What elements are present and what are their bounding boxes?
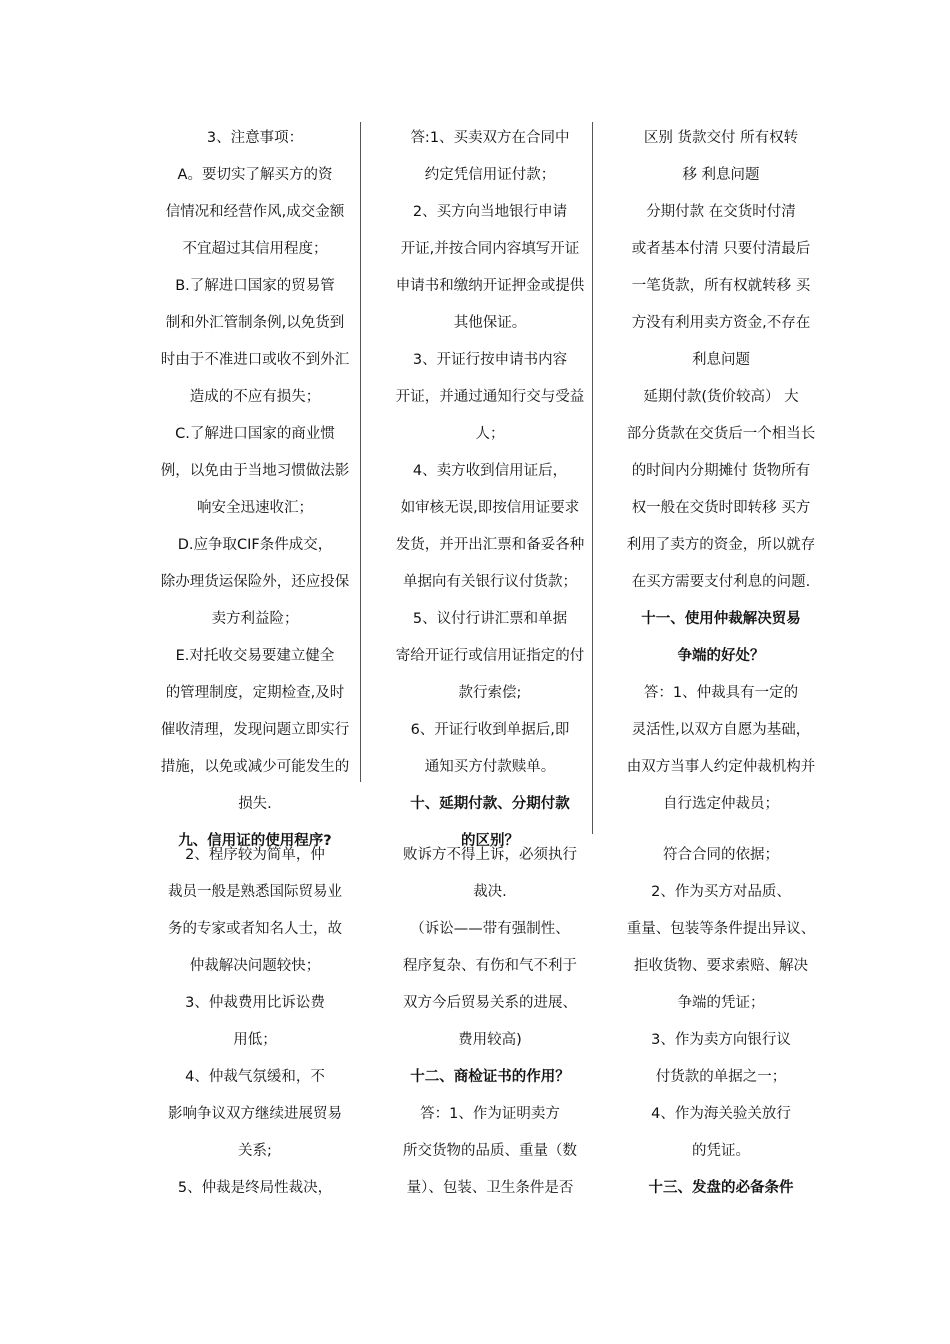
- text-line: 自行选定仲裁员；: [663, 796, 779, 812]
- text-line: 3、注意事项：: [206, 130, 304, 146]
- text-line: 3、作为卖方向银行议: [651, 1032, 791, 1048]
- text-line: 符合合同的依据；: [663, 847, 779, 863]
- section-heading: 十三、发盘的必备条件: [648, 1180, 794, 1196]
- text-line: 4、仲裁气氛缓和，不: [185, 1069, 325, 1085]
- text-line: 申请书和缴纳开证押金或提供: [395, 278, 585, 294]
- text-line: 人；: [475, 426, 505, 442]
- text-line: 移 利息问题: [682, 167, 760, 183]
- text-line: 损失.: [238, 796, 272, 812]
- lower-column-1: [138, 837, 372, 1207]
- text-line: 约定凭信用证付款；: [424, 167, 556, 183]
- text-line: 用低；: [233, 1032, 277, 1048]
- text-line: B.了解进口国家的贸易管: [175, 278, 335, 294]
- text-line: 不宜超过其信用程度；: [182, 241, 328, 257]
- text-line: （诉讼——带有强制性、: [410, 921, 570, 937]
- text-line: 灵活性,以双方自愿为基础，: [631, 722, 811, 738]
- section-heading: 十二、商检证书的作用？: [410, 1069, 570, 1085]
- lower-column-2: [376, 837, 604, 1207]
- text-line: 制和外汇管制条例,以免货到: [165, 315, 345, 331]
- text-line: 的时间内分期摊付 货物所有: [631, 463, 811, 479]
- text-line: 3、开证行按申请书内容: [412, 352, 568, 368]
- text-line: 利用了卖方的资金，所以就存: [626, 537, 816, 553]
- text-line: 3、仲裁费用比诉讼费: [185, 995, 325, 1011]
- text-line: 信情况和经营作风,成交金额: [165, 204, 345, 220]
- text-line: 寄给开证行或信用证指定的付: [395, 648, 585, 664]
- text-line: 开证，并通过通知行交与受益: [395, 389, 585, 405]
- text-line: 重量、包装等条件提出异议、: [626, 921, 816, 937]
- text-line: 除办理货运保险外，还应投保: [160, 574, 350, 590]
- text-line: 区别 货款交付 所有权转: [643, 130, 799, 146]
- text-line: 4、卖方收到信用证后，: [412, 463, 568, 479]
- text-line: 延期付款(货价较高） 大: [643, 389, 799, 405]
- text-line: 时由于不准进口或收不到外汇: [160, 352, 350, 368]
- text-line: 造成的不应有损失；: [189, 389, 321, 405]
- text-line: 分期付款 在交货时付清: [646, 204, 796, 220]
- lower-column-3: [606, 837, 836, 1207]
- text-line: 5、仲裁是终局性裁决，: [177, 1180, 333, 1196]
- section-heading: 争端的好处？: [677, 648, 765, 664]
- text-line: 方没有利用卖方资金,不存在: [631, 315, 811, 331]
- upper-column-2: [376, 120, 604, 860]
- text-line: C.了解进口国家的商业惯: [175, 426, 335, 442]
- text-line: 务的专家或者知名人士，故: [168, 921, 342, 937]
- text-line: 利息问题: [692, 352, 750, 368]
- text-line: 卖方利益险；: [211, 611, 299, 627]
- text-line: 6、开证行收到单据后,即: [410, 722, 570, 738]
- text-line: 裁决.: [473, 884, 507, 900]
- text-line: 2、作为买方对品质、: [651, 884, 791, 900]
- text-line: 的凭证。: [692, 1143, 750, 1159]
- text-line: E.对托收交易要建立健全: [175, 648, 335, 664]
- text-line: 影响争议双方继续进展贸易: [168, 1106, 342, 1122]
- text-line: 催收清理，发现问题立即实行: [160, 722, 350, 738]
- text-line: 2、买方向当地银行申请: [412, 204, 568, 220]
- text-line: 付货款的单据之一；: [655, 1069, 787, 1085]
- text-line: 费用较高): [458, 1032, 522, 1048]
- text-line: 所交货物的品质、重量（数: [403, 1143, 577, 1159]
- text-line: 通知买方付款赎单。: [424, 759, 556, 775]
- text-line: 程序复杂、有伤和气不利于: [403, 958, 577, 974]
- text-line: 答:1、买卖双方在合同中: [410, 130, 570, 146]
- text-line: 量）、包装、卫生条件是否: [406, 1180, 574, 1196]
- text-line: 争端的凭证；: [677, 995, 765, 1011]
- text-line: 在买方需要支付利息的问题.: [631, 574, 811, 590]
- text-line: 款行索偿;: [458, 685, 522, 701]
- upper-column-3: [606, 120, 836, 823]
- text-line: 2、程序较为简单，仲: [185, 847, 325, 863]
- text-line: 例，以免由于当地习惯做法影: [160, 463, 350, 479]
- text-line: 5、议付行讲汇票和单据: [412, 611, 568, 627]
- text-line: 其他保证。: [453, 315, 527, 331]
- text-line: 权一般在交货时即转移 买方: [631, 500, 811, 516]
- upper-column-1: [138, 120, 372, 860]
- text-line: 或者基本付清 只要付清最后: [631, 241, 811, 257]
- text-line: 裁员一般是熟悉国际贸易业: [168, 884, 342, 900]
- text-line: 开证,并按合同内容填写开证: [400, 241, 580, 257]
- text-line: A。要切实了解买方的资: [177, 167, 333, 183]
- section-heading: 十、延期付款、分期付款: [410, 796, 570, 812]
- text-line: 答：1、仲裁具有一定的: [643, 685, 799, 701]
- text-line: 答：1、作为证明卖方: [420, 1106, 560, 1122]
- text-line: 一笔货款，所有权就转移 买: [631, 278, 811, 294]
- text-line: 单据向有关银行议付货款；: [403, 574, 577, 590]
- text-line: D.应争取CIF条件成交，: [177, 537, 333, 553]
- text-line: 拒收货物、要求索赔、解决: [634, 958, 808, 974]
- section-heading: 十一、使用仲裁解决贸易: [641, 611, 801, 627]
- section-heading: 的区别？: [461, 833, 519, 849]
- text-line: 4、作为海关验关放行: [651, 1106, 791, 1122]
- text-line: 响安全迅速收汇；: [197, 500, 313, 516]
- text-line: 仲裁解决问题较快；: [189, 958, 321, 974]
- text-line: 措施，以免或减少可能发生的: [160, 759, 350, 775]
- text-line: 部分货款在交货后一个相当长: [626, 426, 816, 442]
- text-line: 关系;: [238, 1143, 272, 1159]
- text-line: 由双方当事人约定仲裁机构并: [626, 759, 816, 775]
- text-line: 败诉方不得上诉，必须执行: [403, 847, 577, 863]
- text-line: 的管理制度，定期检查,及时: [165, 685, 345, 701]
- text-line: 发货，并开出汇票和备妥各种: [395, 537, 585, 553]
- section-heading: 九、信用证的使用程序?: [178, 833, 332, 849]
- text-line: 双方今后贸易关系的进展、: [403, 995, 577, 1011]
- text-line: 如审核无误,即按信用证要求: [400, 500, 580, 516]
